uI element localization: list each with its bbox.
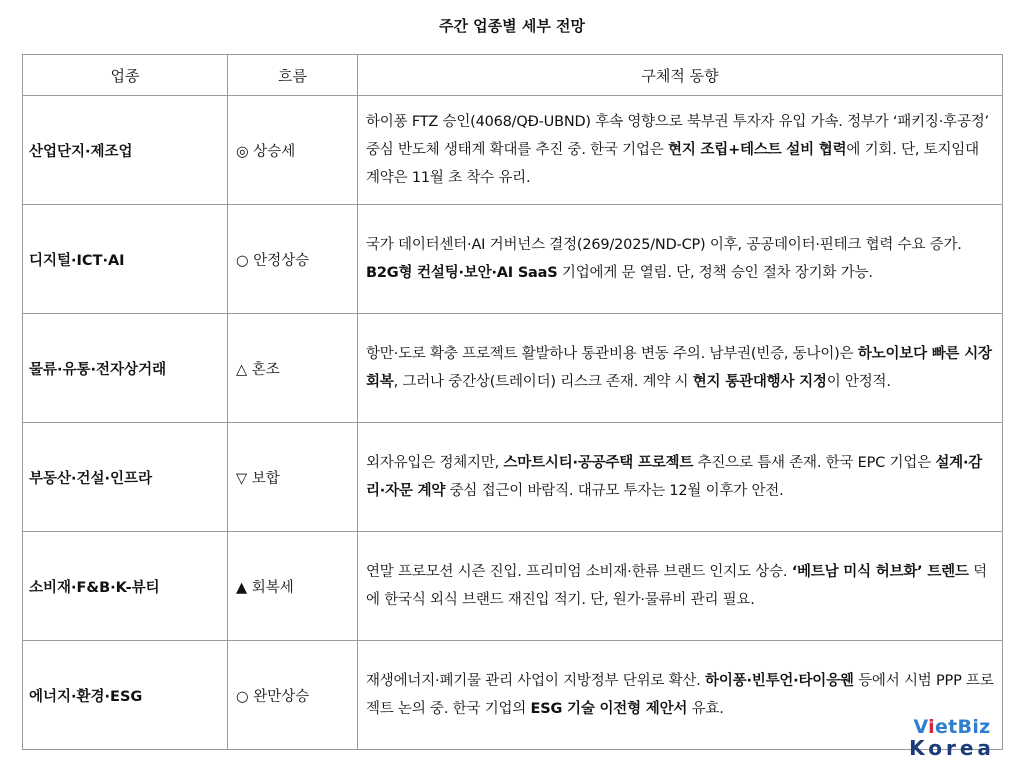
sector-outlook-table	[22, 54, 1003, 750]
detail-text: , 그러나 중간상(트레이더) 리스크 존재. 계약 시	[393, 374, 693, 390]
detail-cell	[358, 314, 1003, 423]
detail-text: 추진으로 틈새 존재. 한국 EPC 기업은	[693, 455, 936, 471]
highlight-text: ESG 기술 이전형 제안서	[530, 701, 688, 717]
sector-cell: 부동산·건설·인프라	[23, 423, 228, 532]
highlight-text: 설계·감리·자문 계약	[366, 455, 983, 499]
detail-text: 기업에게 문 열림. 단, 정책 승인 절차 장기화 가능.	[557, 265, 873, 281]
detail-text: 등에서 시범 PPP 프로젝트 논의 중. 한국 기업의	[366, 673, 994, 717]
detail-cell	[358, 96, 1003, 205]
trend-cell: ◎ 상승세	[228, 96, 358, 205]
highlight-text: ‘베트남 미식 허브화’ 트렌드	[791, 564, 969, 580]
page-title: 주간 업종별 세부 전망	[438, 17, 586, 35]
detail-cell	[358, 205, 1003, 314]
detail-text: 덕에 한국식 외식 브랜드 재진입 적기. 단, 원가·물류비 관리 필요.	[366, 564, 987, 608]
detail-text: 이 안정적.	[826, 374, 891, 390]
sector-cell: 물류·유통·전자상거래	[23, 314, 228, 423]
detail-text: 하이퐁 FTZ 승인(4068/QĐ-UBND) 후속 영향으로 북부권 투자자 유입 가속. 정부가 ‘패키징·후공정’ 중심 반도체 생태계 확대를 추진 중. 한국 기업은	[366, 114, 989, 158]
trend-cell: ○ 완만상승	[228, 641, 358, 750]
highlight-text: 현지 통관대행사 지정	[692, 374, 827, 390]
highlight-text: 하노이보다 빠른 시장 회복	[366, 346, 992, 390]
logo-letter-accent: i	[928, 716, 935, 738]
vietbiz-korea-logo	[906, 718, 998, 758]
table-row	[23, 205, 1003, 314]
table-row	[23, 96, 1003, 205]
highlight-text: B2G형 컨설팅·보안·AI SaaS	[366, 265, 558, 281]
detail-text: 유효.	[687, 701, 724, 717]
trend-cell: △ 혼조	[228, 314, 358, 423]
detail-text: 외자유입은 정체지만,	[366, 455, 504, 471]
column-header-sector: 업종	[23, 55, 228, 96]
table-row	[23, 532, 1003, 641]
detail-text: 항만·도로 확충 프로젝트 활발하나 통관비용 변동 주의. 남부권(빈증, 동나이)은	[366, 346, 858, 362]
logo-bottom-line: Korea	[909, 736, 995, 760]
highlight-text: 하이퐁·빈투언·타이응웬	[705, 673, 854, 689]
sector-cell: 산업단지·제조업	[23, 96, 228, 205]
detail-text: 국가 데이터센터·AI 거버넌스 결정(269/2025/ND-CP) 이후, 공공데이터·핀테크 협력 수요 증가.	[366, 237, 962, 253]
detail-cell	[358, 532, 1003, 641]
column-header-trend: 흐름	[228, 55, 358, 96]
sector-cell: 디지털·ICT·AI	[23, 205, 228, 314]
trend-cell: ○ 안정상승	[228, 205, 358, 314]
detail-text: 중심 접근이 바람직. 대규모 투자는 12월 이후가 안전.	[445, 483, 784, 499]
highlight-text: 현지 조립+테스트 설비 협력	[668, 142, 847, 158]
table-row	[23, 423, 1003, 532]
trend-cell: ▽ 보합	[228, 423, 358, 532]
trend-cell: ▲ 회복세	[228, 532, 358, 641]
logo-top-line	[906, 718, 998, 737]
sector-cell: 에너지·환경·ESG	[23, 641, 228, 750]
detail-text: 에 기회. 단, 토지임대 계약은 11월 초 착수 유리.	[366, 142, 979, 186]
detail-cell	[358, 423, 1003, 532]
logo-letter: V	[913, 716, 929, 738]
detail-text: 연말 프로모션 시즌 진입. 프리미엄 소비재·한류 브랜드 인지도 상승.	[366, 564, 792, 580]
logo-text-rest: etBiz	[934, 716, 991, 738]
table-header-row	[23, 55, 1003, 96]
detail-text: 재생에너지·폐기물 관리 사업이 지방정부 단위로 확산.	[366, 673, 706, 689]
table-row	[23, 641, 1003, 750]
table-row	[23, 314, 1003, 423]
sector-cell: 소비재·F&B·K-뷰티	[23, 532, 228, 641]
highlight-text: 스마트시티·공공주택 프로젝트	[503, 455, 694, 471]
column-header-detail: 구체적 동향	[358, 55, 1003, 96]
